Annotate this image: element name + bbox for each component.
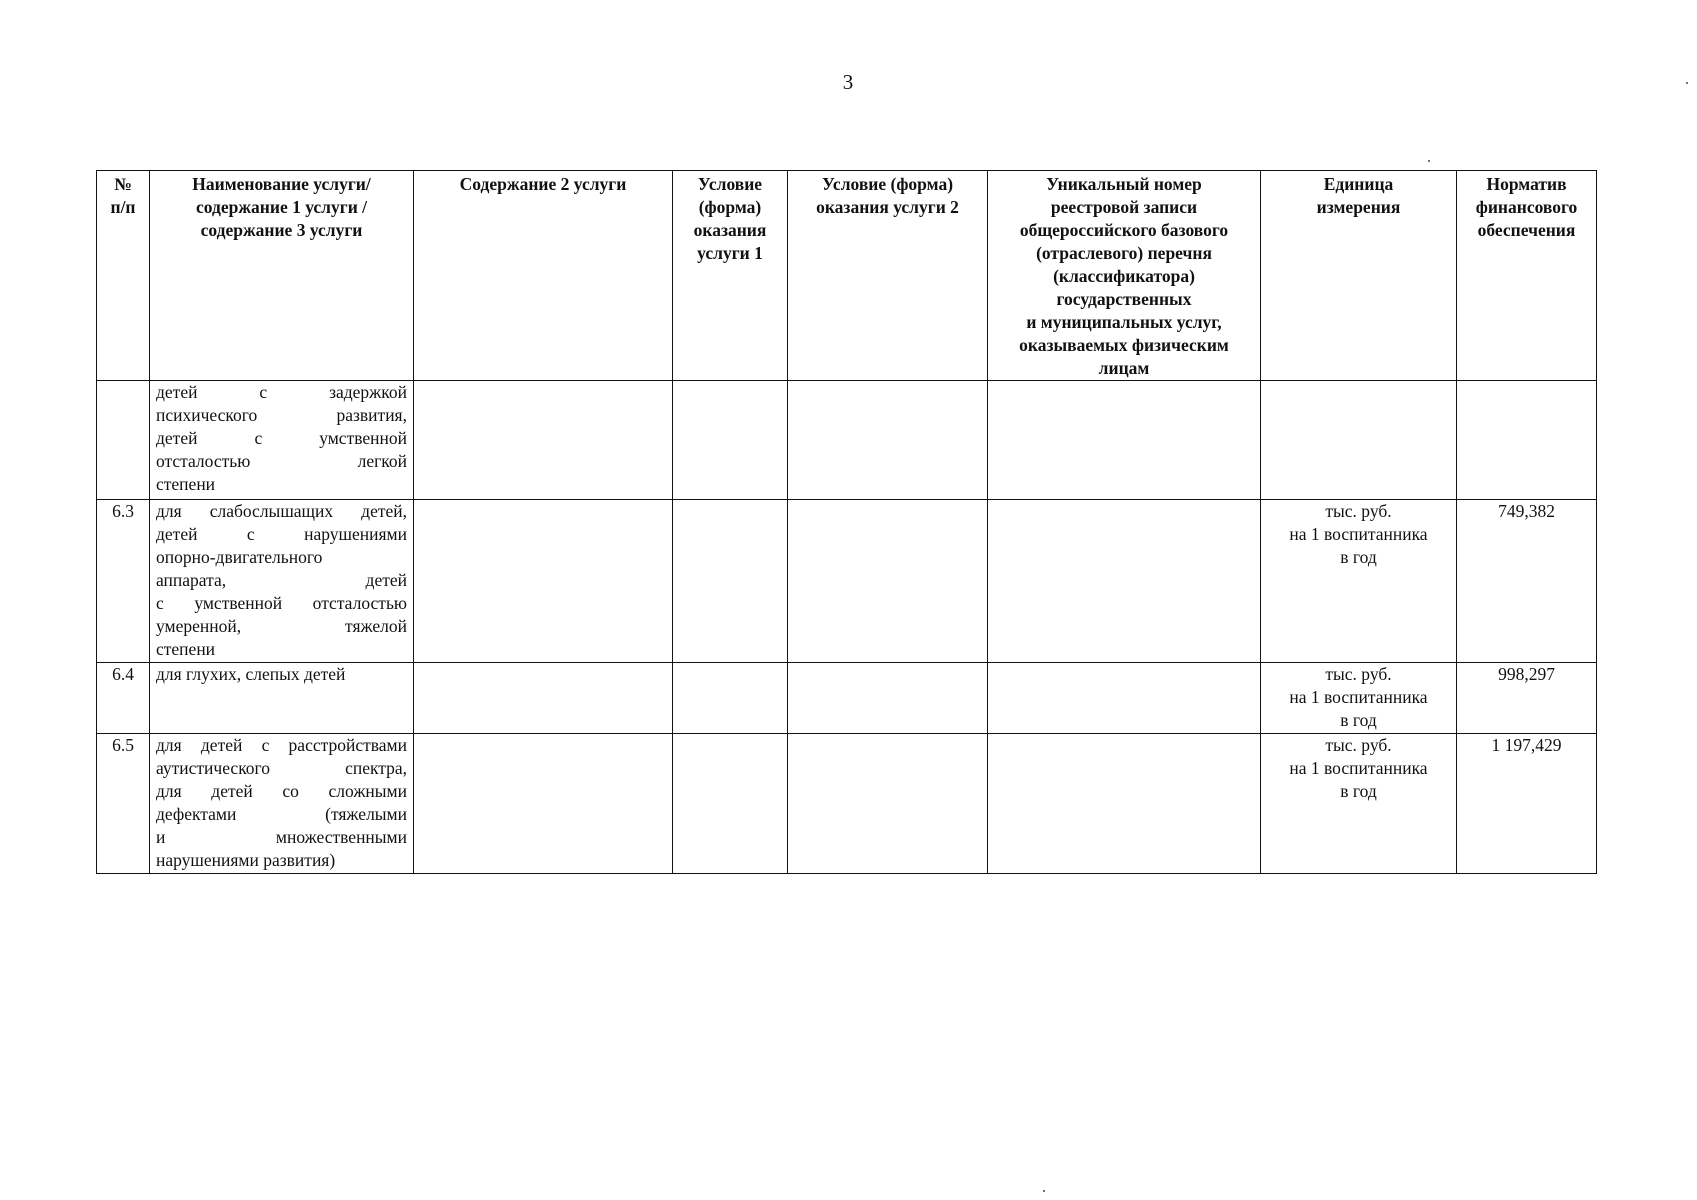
scan-speck — [1043, 1190, 1045, 1192]
text-line: психического развития, — [156, 405, 407, 425]
row-norm: 749,382 — [1457, 500, 1597, 663]
text-line: и муниципальных услуг, — [1026, 312, 1222, 332]
text-line: на 1 воспитанника — [1289, 687, 1428, 707]
row-unit — [1261, 663, 1457, 734]
text-line: в год — [1340, 710, 1377, 730]
row-service-name — [150, 381, 414, 500]
row-service-name — [150, 734, 414, 874]
text-line: с умственной отсталостью — [156, 593, 407, 613]
text-line: тыс. руб. — [1325, 735, 1392, 755]
text-line: умеренной, тяжелой — [156, 616, 407, 636]
row-unit — [1261, 500, 1457, 663]
header-condition-1 — [673, 171, 788, 381]
row-registry-number — [988, 663, 1261, 734]
row-condition-1 — [673, 381, 788, 500]
row-condition-2 — [788, 500, 988, 663]
text-line: опорно-двигательного — [156, 547, 323, 567]
text-line: № — [114, 174, 132, 194]
text-line: оказываемых физическим — [1019, 335, 1229, 355]
text-line: п/п — [110, 197, 136, 217]
row-condition-1 — [673, 663, 788, 734]
text-line: нарушениями развития) — [156, 850, 336, 870]
text-line: для глухих, слепых детей — [156, 664, 346, 684]
row-condition-2 — [788, 734, 988, 874]
text-line: и множественными — [156, 827, 407, 847]
table-row — [97, 500, 1597, 663]
text-line: тыс. руб. — [1325, 664, 1392, 684]
text-line: аутистического спектра, — [156, 758, 407, 778]
text-line: детей с нарушениями — [156, 524, 407, 544]
text-line: Наименование услуги/ — [192, 174, 371, 194]
text-line: оказания — [693, 220, 767, 240]
text-line: для детей с расстройствами — [156, 735, 407, 755]
text-line: услуги 1 — [697, 243, 763, 263]
row-number — [97, 381, 150, 500]
row-norm: 1 197,429 — [1457, 734, 1597, 874]
header-registry-number — [988, 171, 1261, 381]
text-line: Уникальный номер — [1046, 174, 1202, 194]
text-line: в год — [1340, 781, 1377, 801]
text-line: содержание 1 услуги / — [195, 197, 368, 217]
row-condition-2 — [788, 381, 988, 500]
text-line: аппарата, детей — [156, 570, 407, 590]
text-line: для детей со сложными — [156, 781, 407, 801]
table-row — [97, 381, 1597, 500]
header-content-2 — [414, 171, 673, 381]
text-line: государственных — [1056, 289, 1192, 309]
header-unit — [1261, 171, 1457, 381]
text-line: (отраслевого) перечня — [1036, 243, 1212, 263]
header-service-name — [150, 171, 414, 381]
table-row — [97, 663, 1597, 734]
row-number: 6.5 — [97, 734, 150, 874]
row-norm — [1457, 381, 1597, 500]
text-line: степени — [156, 474, 216, 494]
text-line: детей с задержкой — [156, 382, 407, 402]
row-registry-number — [988, 500, 1261, 663]
row-content-2 — [414, 381, 673, 500]
text-line: для слабослышащих детей, — [156, 501, 407, 521]
row-number: 6.3 — [97, 500, 150, 663]
text-line: общероссийского базового — [1019, 220, 1229, 240]
text-line: тыс. руб. — [1325, 501, 1392, 521]
text-line: Единица — [1323, 174, 1394, 194]
row-content-2 — [414, 663, 673, 734]
text-line: на 1 воспитанника — [1289, 524, 1428, 544]
text-line: оказания услуги 2 — [816, 197, 959, 217]
row-registry-number — [988, 734, 1261, 874]
row-registry-number — [988, 381, 1261, 500]
text-line: дефектами (тяжелыми — [156, 804, 407, 824]
row-number: 6.4 — [97, 663, 150, 734]
text-line: отсталостью легкой — [156, 451, 407, 471]
page-number: 3 — [842, 70, 854, 94]
header-row — [97, 171, 1597, 381]
text-line: финансового — [1475, 197, 1578, 217]
row-service-name — [150, 663, 414, 734]
header-norm — [1457, 171, 1597, 381]
row-unit — [1261, 734, 1457, 874]
financial-norms-table — [96, 170, 1597, 874]
text-line: на 1 воспитанника — [1289, 758, 1428, 778]
scan-speck — [1428, 160, 1430, 162]
header-num — [97, 171, 150, 381]
row-norm: 998,297 — [1457, 663, 1597, 734]
text-line: (классификатора) — [1053, 266, 1195, 286]
scan-speck — [1686, 82, 1688, 84]
text-line: степени — [156, 639, 216, 659]
text-line: Норматив — [1486, 174, 1567, 194]
text-line: измерения — [1316, 197, 1401, 217]
text-line: содержание 3 услуги — [200, 220, 363, 240]
table-row — [97, 734, 1597, 874]
text-line: обеспечения — [1477, 220, 1576, 240]
row-condition-1 — [673, 500, 788, 663]
header-condition-2 — [788, 171, 988, 381]
row-condition-1 — [673, 734, 788, 874]
text-line: реестровой записи — [1050, 197, 1198, 217]
row-unit — [1261, 381, 1457, 500]
text-line: Содержание 2 услуги — [459, 174, 627, 194]
row-condition-2 — [788, 663, 988, 734]
text-line: Условие — [697, 174, 763, 194]
text-line: Условие (форма) — [821, 174, 954, 194]
row-content-2 — [414, 734, 673, 874]
text-line: детей с умственной — [156, 428, 407, 448]
row-service-name — [150, 500, 414, 663]
text-line: лицам — [1098, 358, 1150, 378]
text-line: (форма) — [698, 197, 762, 217]
text-line: в год — [1340, 547, 1377, 567]
row-content-2 — [414, 500, 673, 663]
